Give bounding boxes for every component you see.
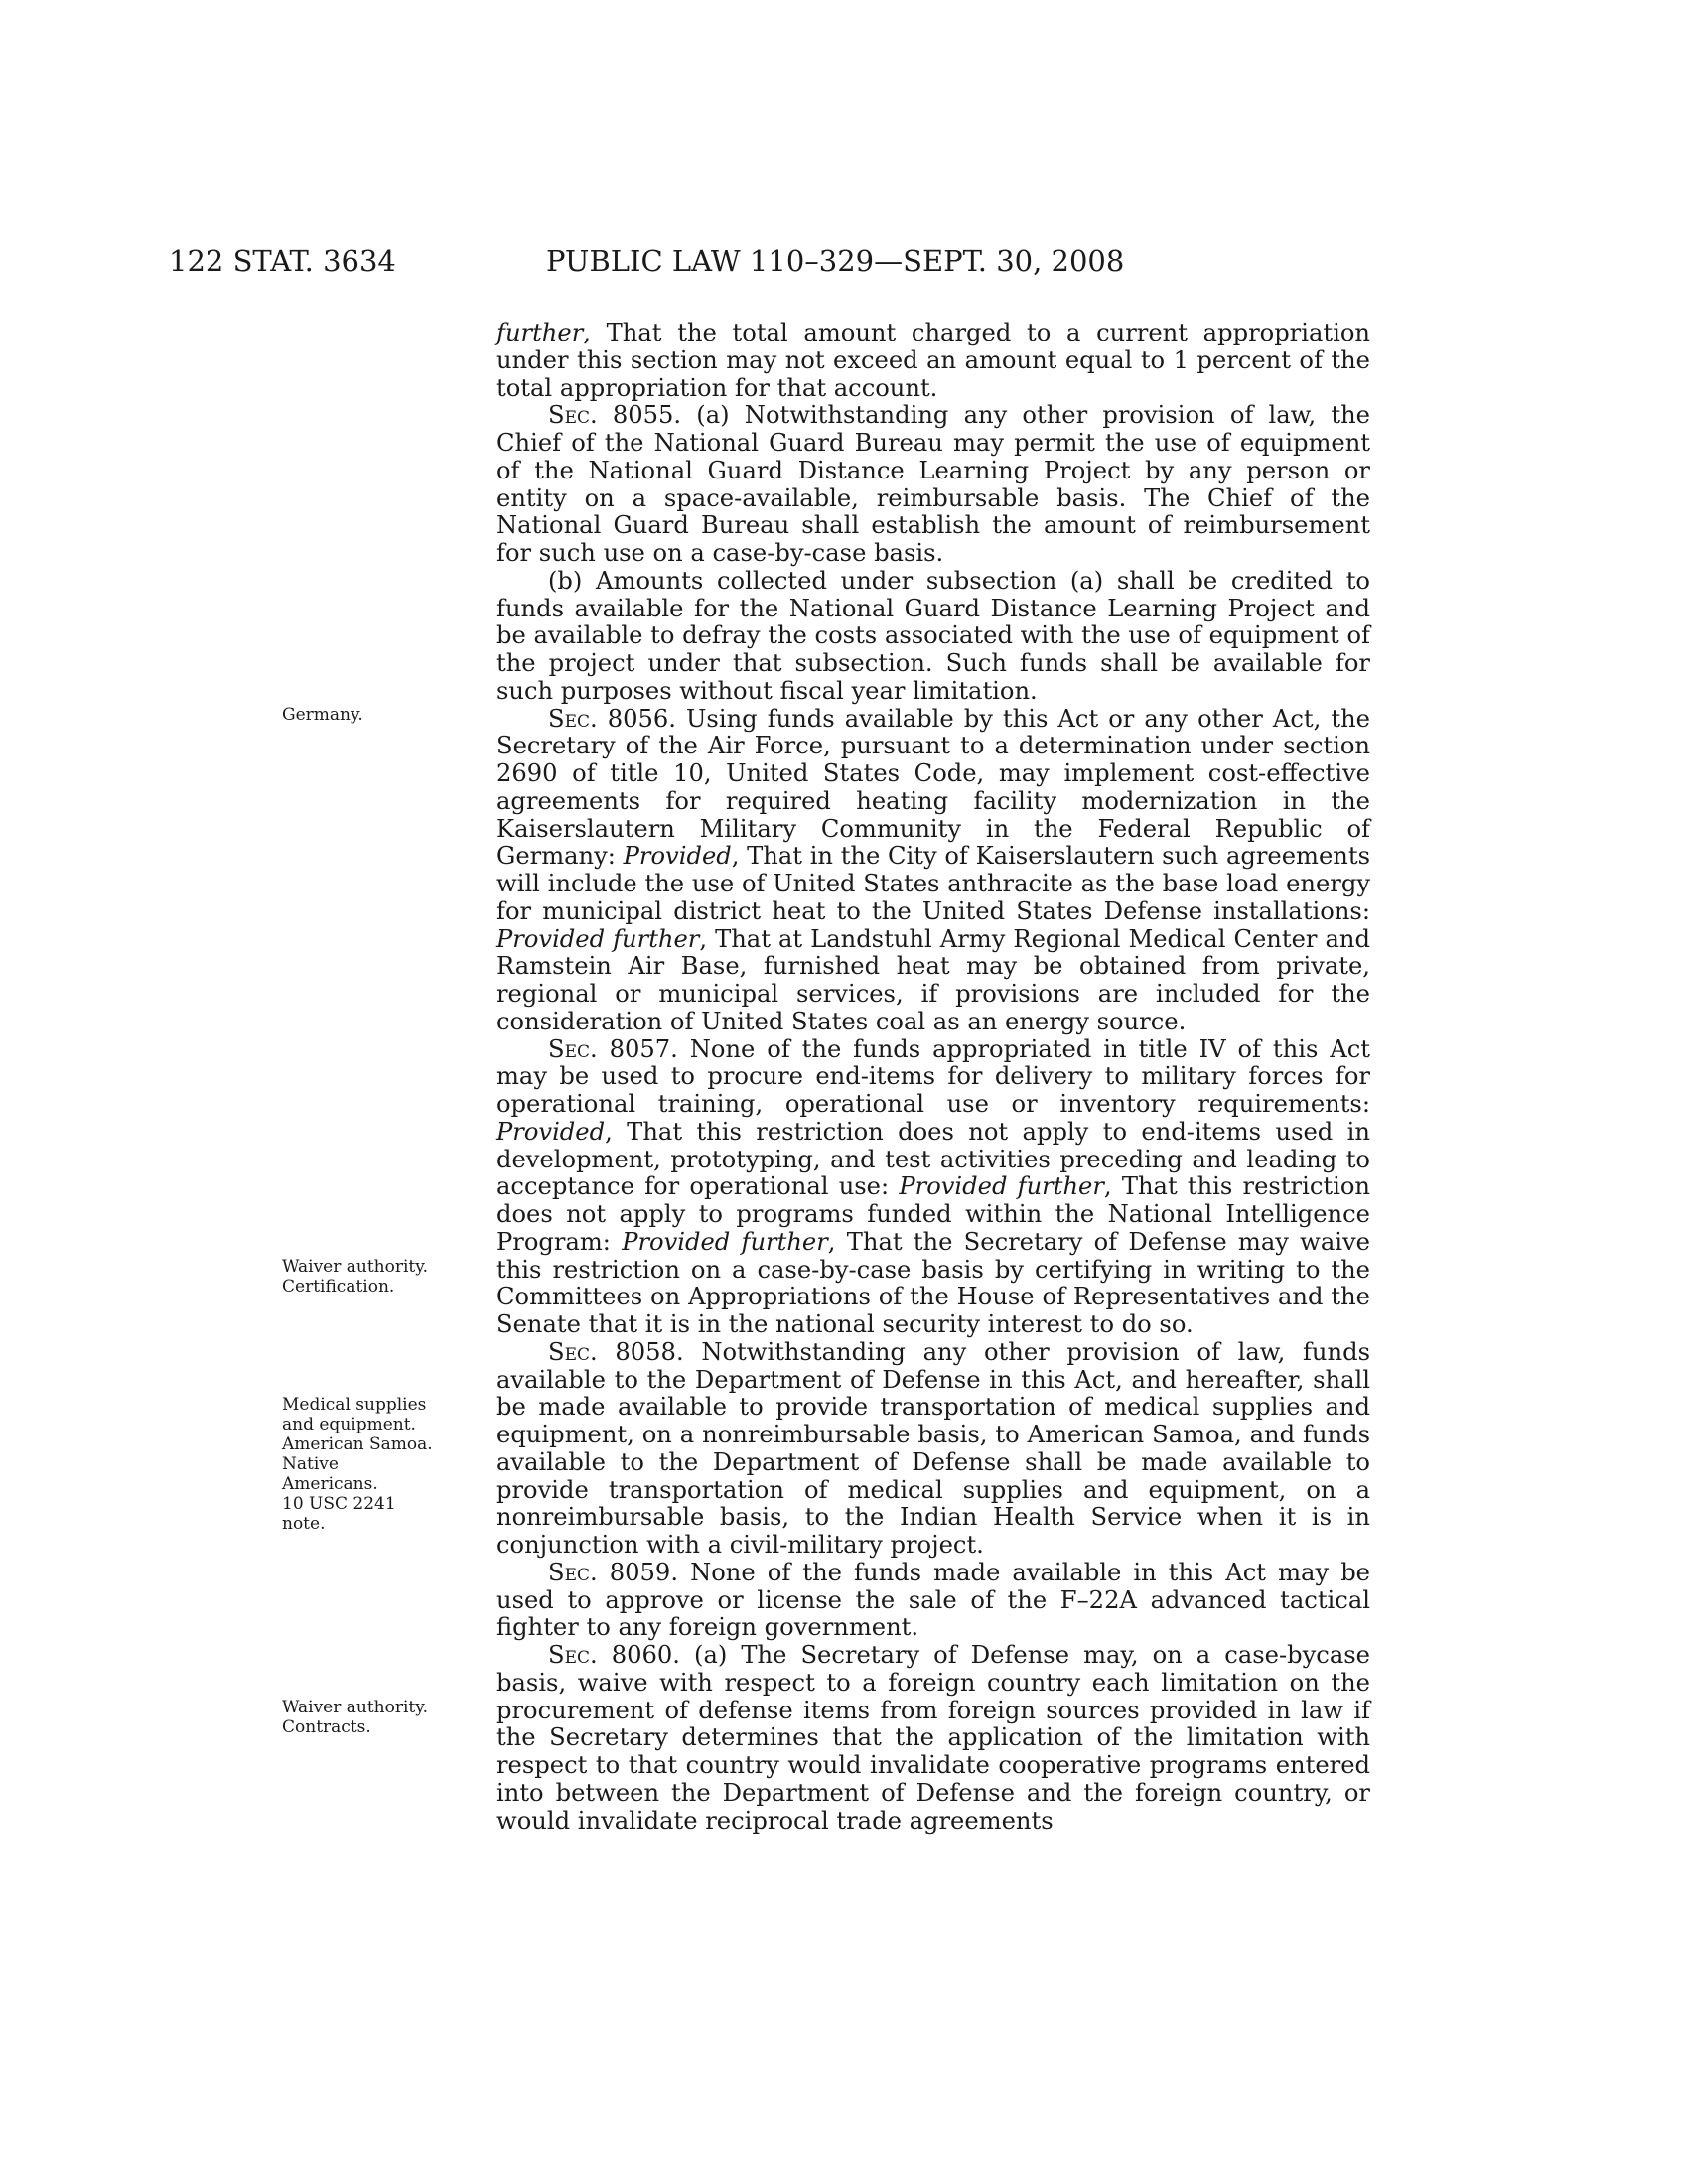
section-8060 <box>496 1642 1370 1835</box>
sidenote-medical-supplies: Medical supplies and equipment. American Samoa. Native Americans. 10 USC 2241 note. <box>282 1395 433 1534</box>
sec-8056-text-1: 8056. Using funds available by this Act or any other Act, the Secretary of the Air Force, pursuant to a determination under section 2690 of title 10, United States Code, may implement cost-effective agreements for required heating facility modernization in the Kaiserslautern Military Community in the Federal Republic of Germany: <box>496 704 1370 871</box>
sec-8055b-text: (b) Amounts collected under subsection (a) shall be credited to funds available for the National Guard Distance Learning Project and be available to defray the costs associated with the use of equipment of the project under that subsection. Such funds shall be available for such purposes without fiscal year limitation. <box>496 566 1370 705</box>
running-head: PUBLIC LAW 110–329—SEPT. 30, 2008 <box>546 244 1125 278</box>
statute-text <box>496 320 1370 1835</box>
sec-8055a-text: 8055. (a) Notwithstanding any other provision of law, the Chief of the National Guard Bureau may permit the use of equipment of the National Guard Distance Learning Project by any person or entity on a space-available, reimbursable basis. The Chief of the National Guard Bureau shall establish the amount of reimbursement for such use on a case-by-case basis. <box>496 401 1370 567</box>
sec-label: Sec. <box>548 1558 598 1586</box>
sec-8057-text-2: , That this restriction does not apply to end-items used in development, prototyping, and test activities preceding and leading to acceptance for operational use: <box>496 1117 1370 1201</box>
section-8056 <box>496 706 1370 1036</box>
sec-label: Sec. <box>548 1034 598 1063</box>
continuation-text: , That the total amount charged to a current appropriation under this section may not exceed an amount equal to 1 percent of the total appropriation for that account. <box>496 319 1370 402</box>
section-8059 <box>496 1560 1370 1642</box>
italic-provided-further: Provided further <box>899 1172 1104 1201</box>
sec-8058-text: 8058. Notwithstanding any other provision of law, funds available to the Department of Defense in this Act, and hereafter, shall be made available to provide transportation of medical supplies and equipment, on a nonreimbursable basis, to American Samoa, and funds available to the Department of Defense shall be made available to provide transportation of medical supplies and equipment, on a nonreimbursable basis, to the Indian Health Service when it is in conjunction with a civil-military project. <box>496 1337 1370 1559</box>
section-8055-b <box>496 568 1370 706</box>
sec-8056-text-3: , That at Landstuhl Army Regional Medical Center and Ramstein Air Base, furnished heat may be obtained from private, regional or municipal services, if provisions are included for the consideration of United States coal as an energy source. <box>496 924 1370 1035</box>
italic-further: further <box>496 319 584 346</box>
sidenote-waiver-contracts: Waiver authority. Contracts. <box>282 1698 429 1737</box>
sec-8056-text-2: , That in the City of Kaiserslautern such agreements will include the use of United States anthracite as the base load energy for municipal district heat to the United States Defense installations: <box>496 842 1370 925</box>
sidenote-waiver-certification: Waiver authority. Certification. <box>282 1257 429 1297</box>
italic-provided: Provided <box>623 842 732 871</box>
italic-provided: Provided <box>496 1117 606 1146</box>
sec-8057-text-1: 8057. None of the funds appropriated in title IV of this Act may be used to procure end-items for delivery to military forces for operational training, operational use or inventory requirements: <box>496 1034 1370 1118</box>
sec-label: Sec. <box>548 1641 598 1669</box>
continuation-paragraph <box>496 320 1370 402</box>
sec-8060-text: 8060. (a) The Secretary of Defense may, on a case-bycase basis, waive with respect to a foreign country each limitation on the procurement of defense items from foreign sources provided in law if the Secretary determines that the application of the limitation with respect to that country would invalidate cooperative programs entered into between the Department of Defense and the foreign country, or would invalidate reciprocal trade agreements <box>496 1641 1370 1835</box>
stat-page-number: 122 STAT. 3634 <box>169 244 396 278</box>
italic-provided-further: Provided further <box>622 1227 828 1256</box>
sidenote-germany: Germany. <box>282 705 363 725</box>
sec-label: Sec. <box>548 401 598 430</box>
section-8058 <box>496 1339 1370 1560</box>
sec-label: Sec. <box>548 704 598 733</box>
sec-8057-text-3: , That this restriction does not apply to programs funded within the National Intelligence Program: <box>496 1172 1370 1256</box>
italic-provided-further: Provided further <box>496 924 700 953</box>
sec-8059-text: 8059. None of the funds made available in this Act may be used to approve or license the sale of the F–22A advanced tactical fighter to any foreign government. <box>496 1558 1370 1642</box>
sec-8057-text-4: , That the Secretary of Defense may waive this restriction on a case-by-case basis by certifying in writing to the Committees on Appropriations of the House of Representatives and the Senate that it is in the national security interest to do so. <box>496 1227 1370 1338</box>
sec-label: Sec. <box>548 1337 598 1366</box>
section-8055-a <box>496 402 1370 568</box>
page-header <box>169 244 1221 284</box>
section-8057 <box>496 1036 1370 1339</box>
